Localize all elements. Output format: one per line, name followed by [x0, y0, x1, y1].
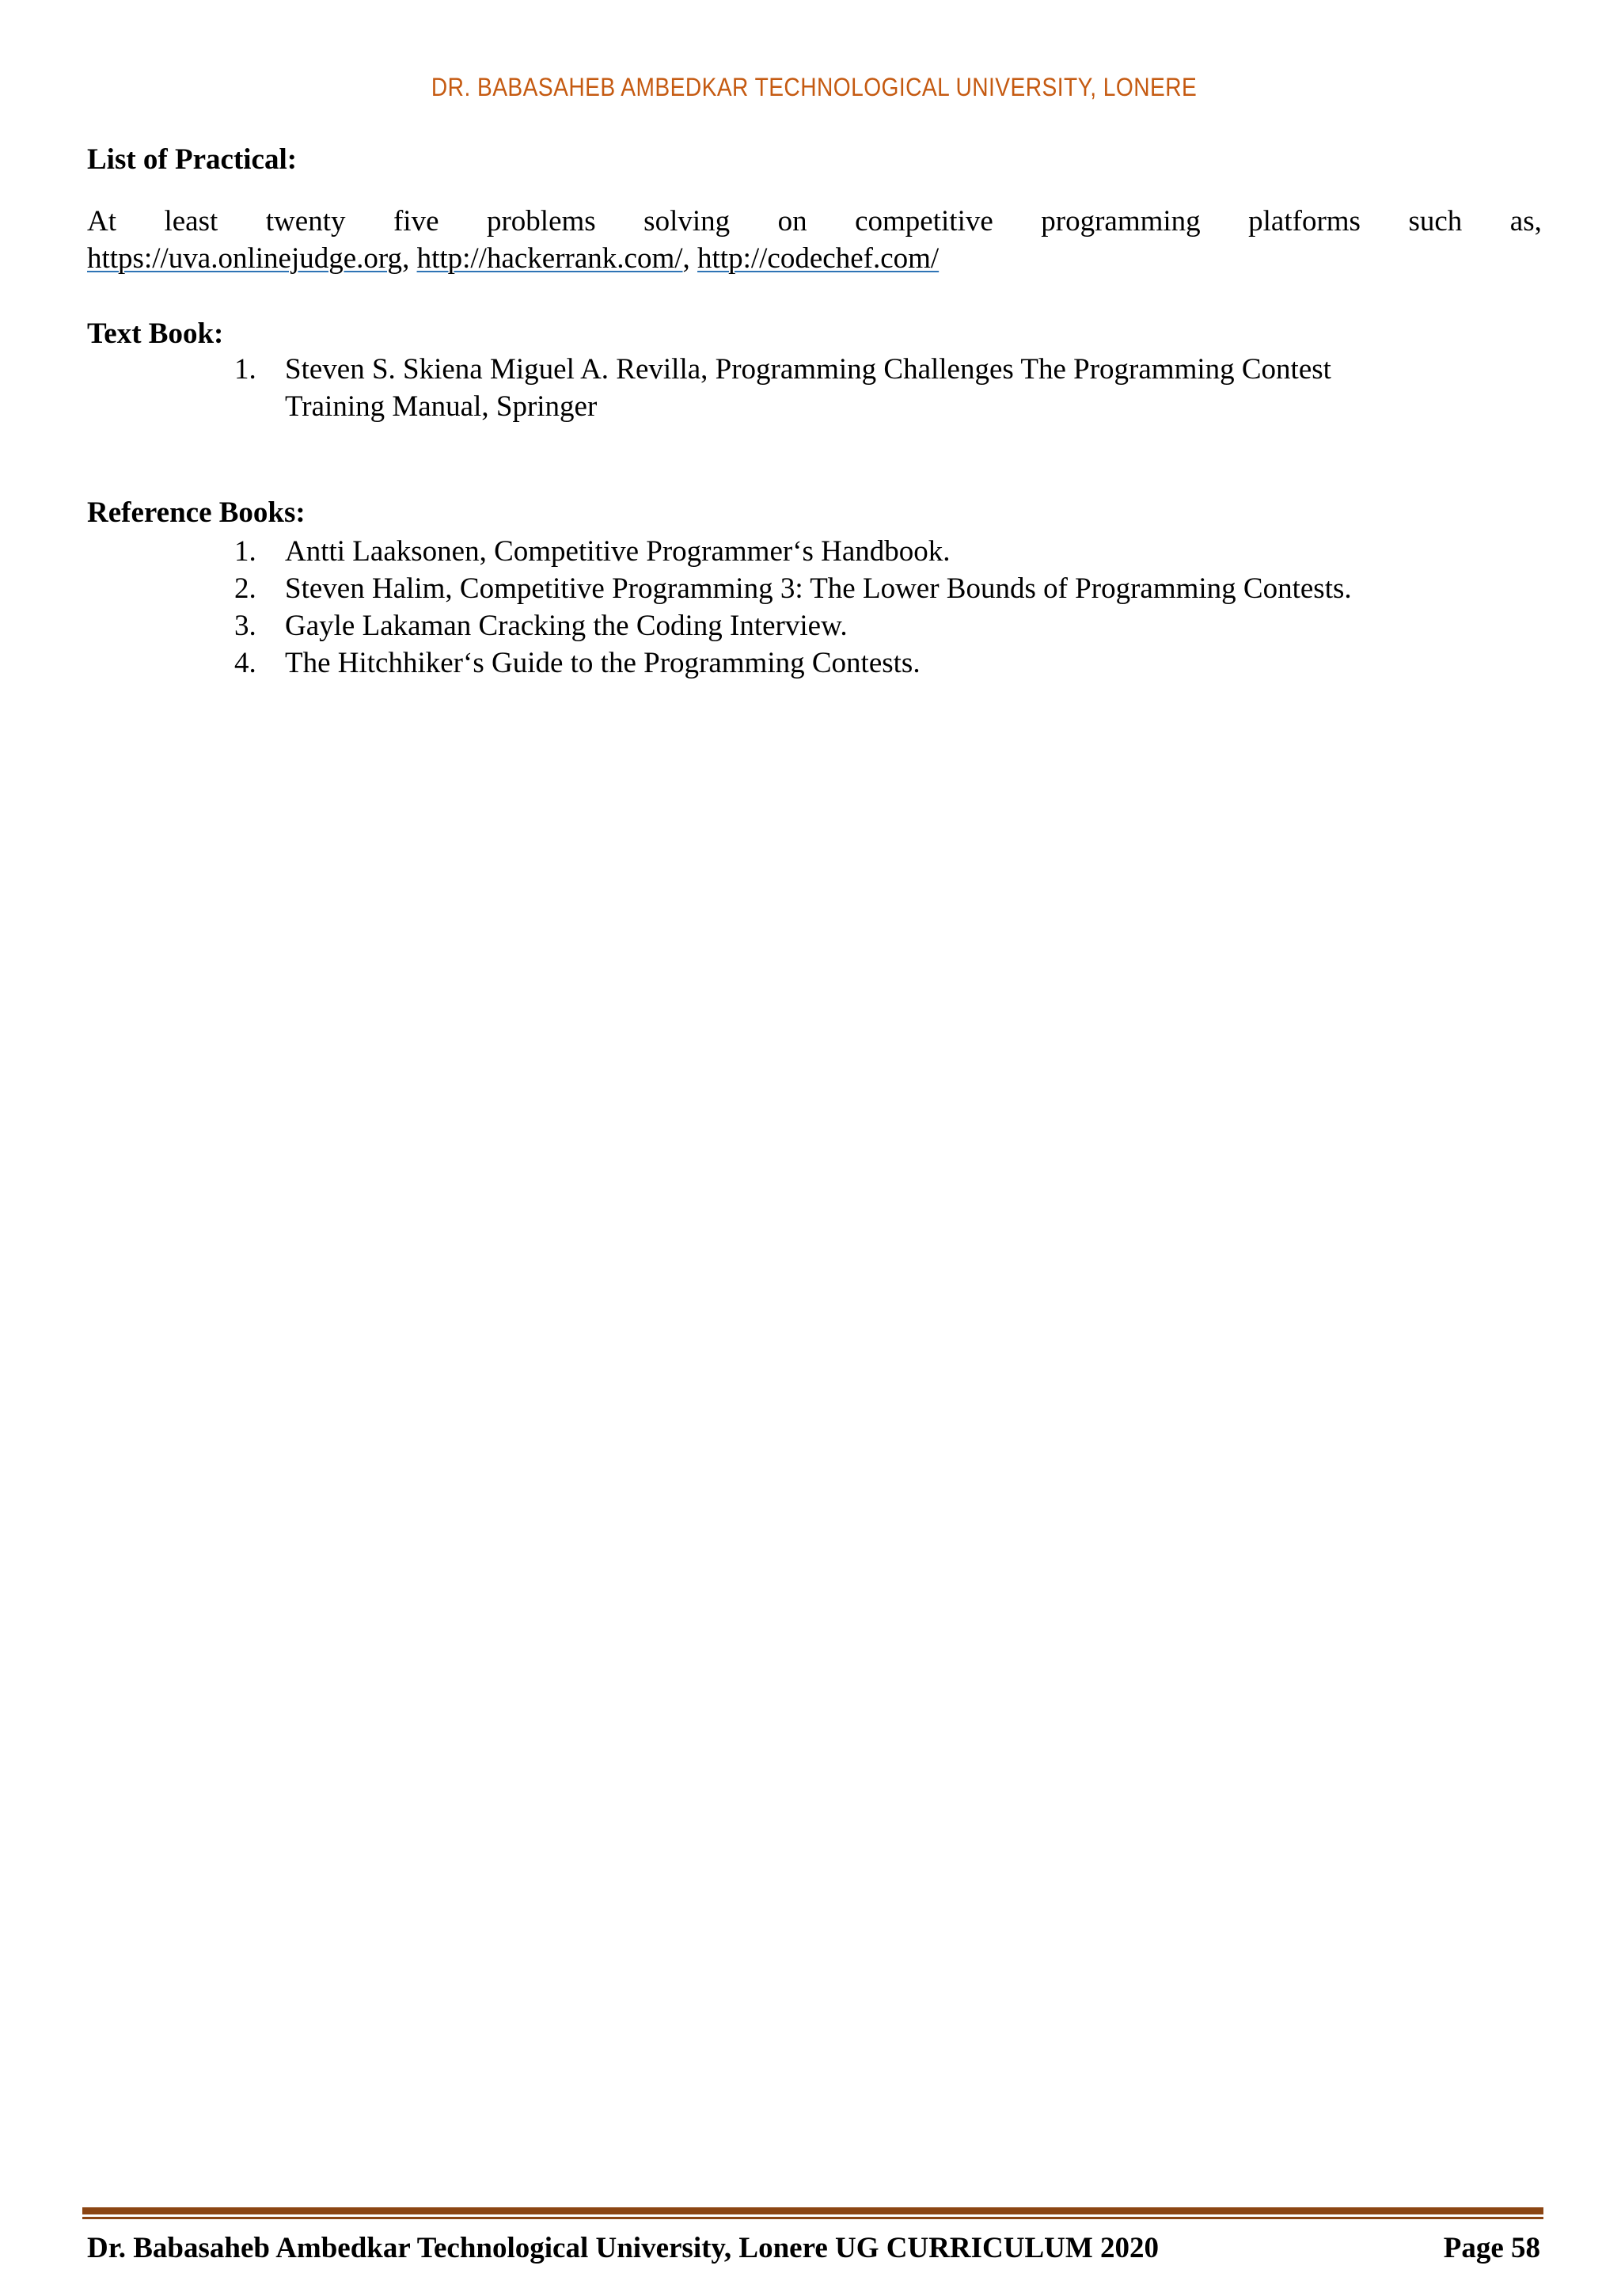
link-separator: , — [402, 242, 417, 275]
hackerrank-link[interactable]: http://hackerrank.com/ — [416, 242, 683, 275]
codechef-link[interactable]: http://codechef.com/ — [697, 242, 940, 275]
list-item — [87, 570, 1352, 607]
list-item — [87, 533, 1352, 570]
list-number: 1. — [234, 535, 256, 568]
footer-title: Dr. Babasaheb Ambedkar Technological University, Lonere UG CURRICULUM 2020 — [87, 2232, 1160, 2264]
practical-line-1 — [87, 203, 1542, 240]
word: At — [87, 205, 116, 238]
word: five — [393, 205, 439, 238]
word: competitive — [855, 205, 993, 238]
word: as, — [1509, 205, 1542, 238]
text-book-list — [87, 351, 1331, 425]
list-number: 4. — [234, 647, 256, 679]
reference-books-list — [87, 533, 1352, 682]
list-item-text: Steven S. Skiena Miguel A. Revilla, Programming Challenges The Programming Contest — [285, 353, 1331, 386]
practical-heading: List of Practical: — [87, 143, 298, 176]
word: solving — [643, 205, 731, 238]
page-header: DR. BABASAHEB AMBEDKAR TECHNOLOGICAL UNIVERSITY, LONERE — [431, 73, 1198, 101]
practical-line-2 — [87, 240, 1542, 277]
list-item-text: Antti Laaksonen, Competitive Programmer‘s Handbook. — [285, 535, 951, 568]
list-item-text: Gayle Lakaman Cracking the Coding Interview. — [285, 610, 848, 642]
page-footer — [87, 2231, 1540, 2266]
uva-link[interactable]: https://uva.onlinejudge.org — [87, 242, 403, 275]
footer-divider-thin — [82, 2217, 1543, 2219]
word: programming — [1041, 205, 1201, 238]
list-number: 1. — [234, 353, 256, 386]
footer-divider — [82, 2207, 1543, 2214]
reference-books-heading: Reference Books: — [87, 496, 306, 529]
list-item-text: Steven Halim, Competitive Programming 3: The Lower Bounds of Programming Contests. — [285, 572, 1352, 605]
list-number: 2. — [234, 572, 256, 605]
practical-paragraph — [87, 203, 1542, 277]
word: problems — [486, 205, 596, 238]
list-item — [87, 607, 1352, 644]
page-number: Page 58 — [1443, 2232, 1540, 2264]
word: twenty — [265, 205, 346, 238]
word: such — [1408, 205, 1463, 238]
list-number: 3. — [234, 610, 256, 642]
list-item-text: The Hitchhiker‘s Guide to the Programming Contests. — [285, 647, 921, 679]
list-item — [87, 644, 1352, 682]
list-item — [87, 351, 1331, 425]
word: platforms — [1248, 205, 1361, 238]
word: least — [164, 205, 218, 238]
link-separator: , — [682, 242, 698, 275]
text-book-heading: Text Book: — [87, 317, 224, 350]
word: on — [777, 205, 807, 238]
list-item-text: Training Manual, Springer — [285, 390, 598, 423]
